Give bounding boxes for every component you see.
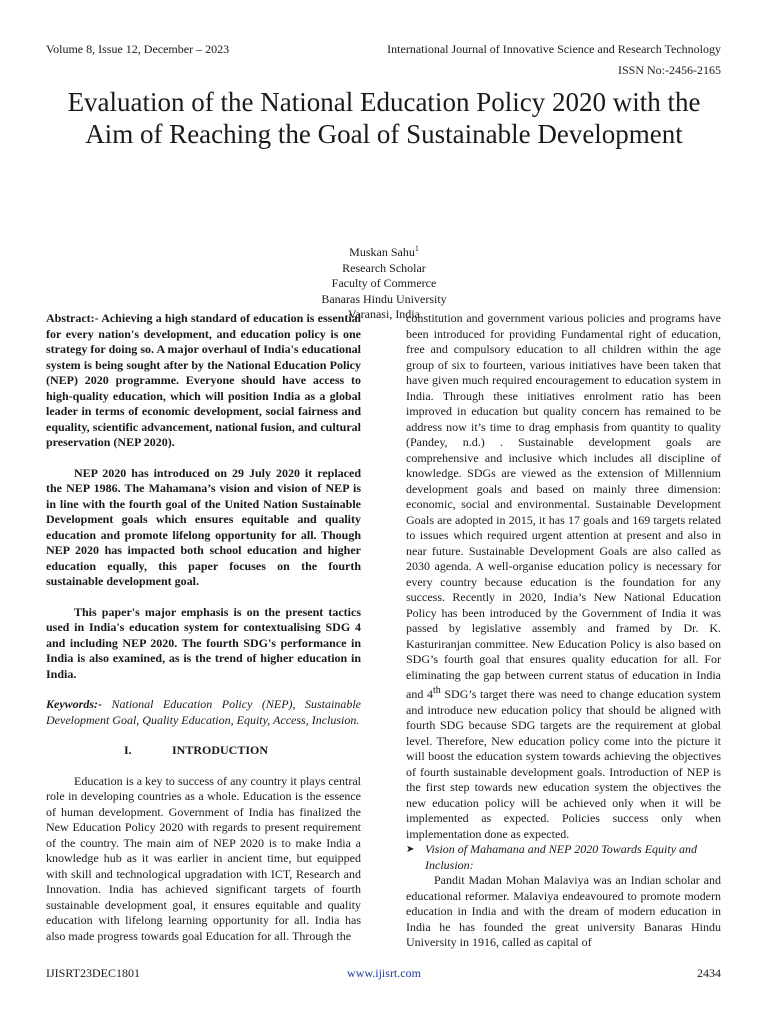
abstract-paragraph-1: Abstract:- Achieving a high standard of education is essential for every nation's development, and education policy is one strategy for doing so. A major overhaul of India's educational system is being sought after by the National Education Policy (NEP) 2020 programme. Everyone should have access to high-quality education, which will position India as a global leader in terms of economic development, social fairness and equality, scientific advancement, national fusion, and cultural preservation (NEP 2020). bbox=[46, 311, 361, 449]
keywords-label: Keywords:- bbox=[46, 697, 102, 711]
journal-volume: Volume 8, Issue 12, December – 2023 bbox=[46, 42, 230, 56]
abstract-paragraph-3: This paper's major emphasis is on the present tactics used in India's education system for contextualising SDG 4 and including NEP 2020. The fourth SDG's performance in India is also examined, as is the trend of higher education in India. bbox=[46, 604, 361, 681]
intro-continued-text-b: SDG’s target there was need to change education system and introduce new education policy that should be aligned with fourth SDG because SDG targets are the requirement at global level. Therefore, New education policy come into the picture it will boost the education system towards achieving the objectives of fourth sustainable development goals. Introduction of NEP is the first step towards new education system the objectives the new education policy will be achieved only when it will be implemented as expected. Policies success only when implementation done as expected. bbox=[406, 687, 722, 841]
journal-name: International Journal of Innovative Science and Research Technology bbox=[387, 42, 721, 56]
subsection-heading bbox=[406, 842, 721, 873]
section-heading bbox=[46, 743, 361, 759]
footer-paper-id: IJISRT23DEC1801 bbox=[46, 966, 140, 980]
journal-issn: ISSN No:-2456-2165 bbox=[617, 63, 721, 77]
author-role: Research Scholar bbox=[342, 260, 426, 275]
left-column bbox=[46, 311, 361, 944]
ordinal-superscript: th bbox=[432, 685, 441, 696]
footer-website-link[interactable]: www.ijisrt.com bbox=[347, 966, 421, 980]
introduction-paragraph: Education is a key to success of any country it plays central role in developing countries as a whole. Education is the essence of human development. Government of India has finalized the New Education Policy 2020 with regards to present requirement of the country. The main aim of NEP 2020 is to make India a knowledge hub as it was earlier in ancient time, but equipped with skill and technological upgradation with ICT, Research and Innovation. India has achieved significant targets of fourth sustainable development goal, it ensures equitable and quality education with lifelong learning opportunity for all. India has also made progress towards goal Education for all. Through the bbox=[46, 773, 361, 943]
subsection-paragraph: Pandit Madan Mohan Malaviya was an Indian scholar and educational reformer. Malaviya endeavoured to promote modern education in India and with the dream of modern education in India he has founded the great university Banaras Hindu University in 1916, called as capital of bbox=[406, 873, 721, 949]
abstract-paragraph-2: NEP 2020 has introduced on 29 July 2020 it replaced the NEP 1986. The Mahamana’s vision and vision of NEP is in line with the fourth goal of the United Nation Sustainable Development goals which ensures equitable and quality education and promote lifelong opportunity for all. Though NEP 2020 has impacted both school education and higher education equally, this paper focuses on the fourth sustainable development goal. bbox=[46, 465, 361, 588]
subsection-title: Vision of Mahamana and NEP 2020 Towards Equity and Inclusion: bbox=[425, 842, 698, 872]
right-column bbox=[406, 311, 721, 951]
author-affiliation-mark: 1 bbox=[414, 244, 419, 253]
intro-continued-text-a: constitution and government various policies and programs have been introduced for providing Fundamental right of education, free and compulsory education to all children within the age group of six to fourteen, various initiatives have been taken that have given much required encouragement to education system in India. Through these initiatives enrolment ratio has been improved in education but quality concern has remained to be address now it’s time to drag emphasis from quantity to quality (Pandey, n.d.) . Sustainable development goals are comprehensive and inclusive which includes all discipline of knowledge. SDGs are viewed as the extension of Millennium development goals and based on mainly three dimension: economic, social and environmental. Sustainable Development Goals are adopted in 2015, it has 17 goals and 169 targets related to issues which required urgent attention at present and also in near future. Sustainable Development Goals are also called as 2030 agenda. A well-organise education policy is necessary for every country because education is the foundation for any success. Recently in 2020, India’s New National Education Policy has been introduced by the Government of India it was passed by legislative assembly and framed by Dr. K. Kasturiranjan committee. New Education Policy is also based on SDG’s fourth goal that ensures quality education for all. For eliminating the gap between current status of education in India and 4 bbox=[406, 311, 721, 701]
paper-title: Evaluation of the National Education Policy 2020 with the Aim of Reaching the Goal of Sustainable Development bbox=[67, 87, 701, 149]
keywords-text: National Education Policy (NEP), Sustainable Development Goal, Quality Education, Equity, Access, Inclusion. bbox=[46, 697, 362, 727]
author-city: Varanasi, India bbox=[348, 307, 420, 321]
author-university: Banaras Hindu University bbox=[321, 291, 447, 306]
author-name: Muskan Sahu bbox=[349, 245, 415, 259]
arrow-bullet-icon: ➤ bbox=[406, 844, 415, 855]
section-number: I. bbox=[124, 743, 132, 757]
introduction-continued bbox=[406, 311, 721, 842]
section-title: INTRODUCTION bbox=[172, 743, 269, 757]
keywords bbox=[46, 697, 361, 728]
author-faculty: Faculty of Commerce bbox=[331, 276, 437, 290]
author-name-line bbox=[234, 241, 534, 261]
footer-page-number: 2434 bbox=[697, 966, 721, 980]
